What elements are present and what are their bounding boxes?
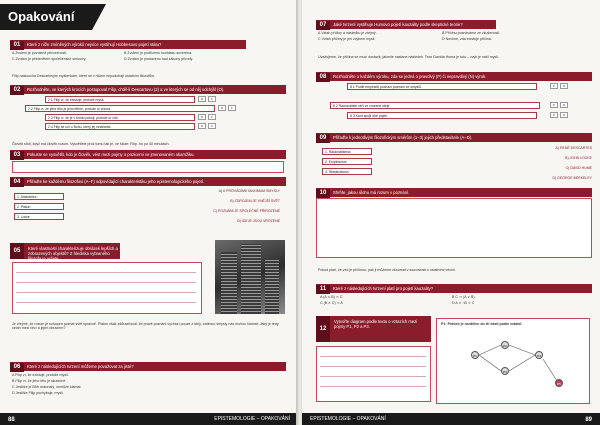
q09-school-3[interactable]: 3. Skepticismus [322,168,372,175]
q08-row2-n[interactable]: N [560,102,568,108]
diagram-node-p5[interactable]: P5 [555,379,563,387]
skyscraper-photo [215,240,285,314]
q12-line [320,356,426,357]
tower-shape [221,252,237,314]
diagram-node-p1[interactable]: P1 [471,351,479,359]
task-03-bar: 03 Pokuste se vysvětlit, kdo je člověk, vést mezi pojmy o pozicemi ve jmenovaném okamžiku. [10,150,286,159]
intro-text: Filip naslouchá Descartovým myšlenkám, které se v ničem nepodobají ostatním filozofům. [12,74,156,78]
right-page-number: 89 [585,417,592,423]
q09-school-2[interactable]: 2. Empirismus [322,158,372,165]
q02-row4-d[interactable]: D [198,123,206,129]
q06-option-b[interactable]: B Filip ví, že jeho tělo je skutečné. [12,379,67,383]
q07-option-c[interactable]: C Vztah příčiny je jen zvykem mysli. [318,37,376,41]
q08-row2-p[interactable]: P [550,102,558,108]
q04-person-2[interactable]: 2. Platon [14,203,64,210]
q05-answer-box[interactable] [12,262,202,314]
q02-row3-f[interactable]: F [208,114,216,120]
task-04-bar: 04 Přiřaďte ke každému filozofovi (A–F) odpovídající charakteristiku jeho epistemologického pojetí. [10,177,286,186]
q04-person-3[interactable]: 3. Locke [14,213,64,220]
task-08-bar: 08 Rozhodněte o každém výroku, zda se jedná o pravdivý (P) či nepravdivý (N) výrok. [316,72,592,81]
task-09-bar: 09 Přiřaďte k jednotlivým filozofickým směrům (1–3) jejich představitele (A–D). [316,133,592,142]
q08-row1-n[interactable]: N [560,83,568,89]
diagram-node-p3[interactable]: P3 [501,367,509,375]
q06-option-d[interactable]: D Jestliže Filip pochybuje, myslí. [12,391,64,395]
q01-option-a[interactable]: A Zvolení je povolené přirozenosti. [12,51,67,55]
q01-option-c[interactable]: C Zvolení je předmětem společenské smlouvy. [12,57,87,61]
q03-answer-box[interactable] [12,161,284,173]
q04-item-c: C) POZNÁNÍ JE SPOLEČNÉ PŘIROZENÉ [213,209,280,213]
q02-row2-d[interactable]: D [218,105,226,111]
bottom-text: Je zřejmé, že rozum je schopen poznat svět správně. Platon však zdůrazňoval, že pravé poznání vychází pouze z idejí, zatímco smysly nás mohou klamat. Jaký je tedy vztah mezi věcí a jejím obrazem? [12,322,279,331]
q09-person-b: B) JOHN LOCKE [565,156,592,160]
q02-row1-f[interactable]: F [208,96,216,102]
q07-option-a[interactable]: A Vztah příčiny a následku je zřejmý. [318,31,377,35]
q05-line [16,282,196,283]
left-page [0,0,298,425]
left-footer-text: EPISTEMOLOGIE – OPAKOVÁNÍ [214,416,290,422]
tower-shape [241,244,261,314]
q02-row1-d[interactable]: D [198,96,206,102]
q11-option-d[interactable]: D A ∨ ¬B ⇒ C [452,301,475,305]
q09-person-c: C) DAVID HUME [565,166,592,170]
task-07-bar: 07 Jaké tvrzení vystihuje Humovo pojetí kauzality podle skeptické teorie? [316,20,496,29]
q01-option-b[interactable]: B Zvolení je podřízeno souhlasu suveréna. [124,51,193,55]
q11-text: Pokud platí, že věc je příčinou, pak ji můžeme zkoumat v souvislosti s ostatními věcmi. [318,268,456,272]
q09-person-d: D) GEORGE BERKELEY [552,176,592,180]
right-page [302,0,600,425]
q12-line [320,376,426,377]
q07-text: Uvažujeme, že příčina se musí dostavit, jakmile nastane následek. Teze Davida Huma je toto – zvyk je naší myslí. [318,55,500,59]
task-06-bar: 06 Které z následujících tvrzení můžeme považovat za jisté? [10,362,286,371]
right-footer-text: EPISTEMOLOGIE – OPAKOVÁNÍ [310,416,386,422]
left-page-number: 88 [8,417,15,423]
right-footer [302,413,600,425]
q09-person-a: A) RENÉ DESCARTES [555,146,592,150]
q04-item-d: D) IDEJE JSOU VROZENÉ [237,219,280,223]
q01-option-d[interactable]: D Zvolení je postaveno nad zákony přírody. [124,57,194,61]
q02-row-3: 2.3 Filip ví, že je v tomto pokoji, protože to vidí. [45,114,195,121]
q06-option-a[interactable]: A Filip ví, že existuje, protože myslí. [12,373,69,377]
left-footer [0,413,298,425]
q11-option-a[interactable]: A (A ∧ B) ⇒ C [320,295,343,299]
task-05-bar: 05 Které vlastnosti charakterizuje obrázek lepších a zobrazených objektů? Z hlediska vybraného filozofa je určete. [10,243,120,259]
q12-answer-box[interactable] [316,346,431,402]
diagram-node-p2[interactable]: P2 [501,341,509,349]
q04-person-1[interactable]: 1. Aristoteles [14,193,64,200]
mid-text: Člověk slídí, když má člověk rozum. Vysvětlete proč tomu tak je, ve škole: Filip, ho po 40 minutách. [12,142,170,146]
q12-diagram-label: P1: Pohled je rozdělen do tří částí podle vztahů [441,322,522,326]
q04-item-a: A) II PROVÁDÍME MAXIMUM SMYSLY [218,189,280,193]
q12-diagram-box [436,318,590,404]
q02-row2-f[interactable]: F [228,105,236,111]
q05-line [16,292,196,293]
tower-shape [265,260,279,314]
q11-option-c[interactable]: C (B ∧ C) ⇒ A [320,301,343,305]
q02-row4-f[interactable]: F [208,123,216,129]
task-12-bar: 12 Vytvořte diagram podle textu o vztazích mezi pojmy P1, P2 a P3. [316,316,431,342]
q12-line [320,366,426,367]
q07-option-d[interactable]: D Nevíme, zda existuje příčina. [442,37,492,41]
q09-school-1[interactable]: 1. Racionalismus [322,148,372,155]
q08-row1-p[interactable]: P [550,83,558,89]
q02-row3-d[interactable]: D [198,114,206,120]
q08-row3-n[interactable]: N [560,112,568,118]
q02-row-1: 2.1 Filip ví, že existuje, protože myslí. [45,96,195,103]
q08-row-3: 8.3 Kant spojil obě pojetí. [347,112,537,119]
diagram-node-p4[interactable]: P4 [535,351,543,359]
q12-line [320,386,426,387]
q08-row3-p[interactable]: P [550,112,558,118]
task-02-bar: 02 Rozhodněte, ve kterých krocích postupoval Filip, chtěl-li Descartovu (2) a ve kterých se od něj odchýlil (O). [10,85,286,94]
q02-row-2: 2.2 Filip ví, že jeho tělo je jeho tělem, protože to vnímá. [25,105,215,112]
q11-option-b[interactable]: B C ⇒ (A ∨ B) [452,295,475,299]
page-title: Opakování [0,4,92,30]
q04-item-b: B) ZDROJEM JE VNĚJŠÍ SVĚT [230,199,280,203]
q08-row-1: 8.1 Podle empiristů pochází poznání ze smyslů. [347,83,537,90]
task-01-bar: 01 Které z níže zmíněných výroků nejvíce vystihují Hobbesovo pojetí státu? [10,40,246,49]
q08-row-2: 8.2 Racionalisté věří ve vrozené ideje. [330,102,540,109]
q06-option-c[interactable]: C Jestliže je Bůh dokonalý, nemůže klamat. [12,385,82,389]
q05-line [16,272,196,273]
q10-answer-box[interactable] [316,198,592,258]
task-11-bar: 11 Které z následujících tvrzení platí pro pojetí kauzality? [316,284,592,293]
banner-tail [92,4,106,30]
q07-option-b[interactable]: B Příčinu poznáváme ze zkušenosti. [442,31,500,35]
q02-row-4: 2.4 Filip se učí o Bohu, který jej nezklame. [45,123,195,130]
task-10-bar: 10 Shrňte, jakou úlohu má rozum v poznání. [316,188,592,197]
q05-line [16,302,196,303]
q12-diagram-arrows [437,319,591,405]
